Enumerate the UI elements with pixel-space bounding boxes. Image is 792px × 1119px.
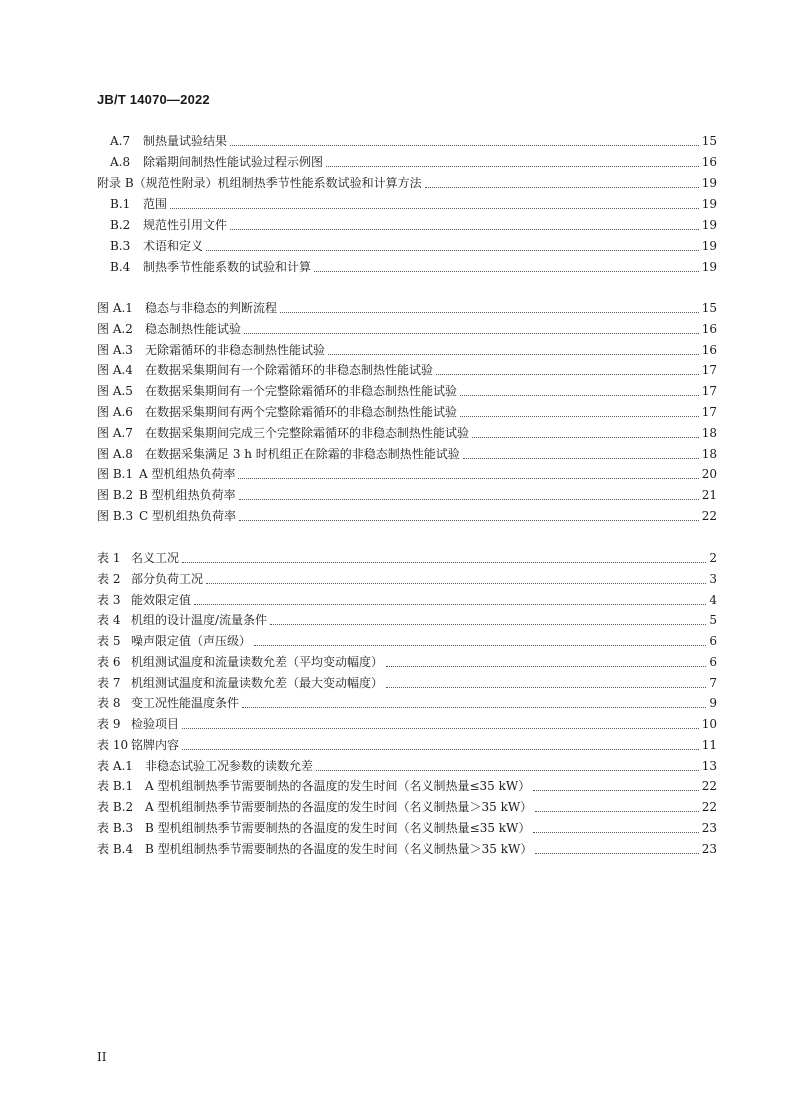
toc-entry-page: 19 <box>701 239 717 253</box>
toc-entry-title: 机组的设计温度/流量条件 <box>131 613 268 628</box>
toc-entry[interactable] <box>110 131 717 151</box>
toc-entry-title: A 型机组制热季节需要制热的各温度的发生时间（名义制热量≤35 kW） <box>145 779 531 794</box>
toc-entry-number: 表 B.4 <box>97 841 134 856</box>
dot-leader <box>170 207 699 209</box>
toc-entry[interactable] <box>97 340 717 360</box>
toc-entry-title: 在数据采集期间有一个除霜循环的非稳态制热性能试验 <box>145 363 434 378</box>
toc-entry-number: 表 B.1 <box>97 779 134 794</box>
toc-entry[interactable] <box>97 319 717 339</box>
toc-entry[interactable] <box>110 152 717 172</box>
toc-entry-number: 图 A.8 <box>97 446 133 461</box>
toc-entry[interactable] <box>110 194 717 214</box>
toc-entry-page: 23 <box>701 841 717 856</box>
toc-entry-title: 机组测试温度和流量读数允差（最大变动幅度） <box>131 675 384 690</box>
toc-entry[interactable] <box>97 693 717 713</box>
toc-entry-title: 检验项目 <box>131 717 180 731</box>
toc-entry-page: 16 <box>701 321 717 336</box>
toc-entry-number: 附录 B <box>97 176 134 190</box>
toc-entry-title: 部分负荷工况 <box>131 571 204 586</box>
toc-entry[interactable] <box>110 257 717 277</box>
toc-entry-title: 制热量试验结果 <box>143 134 228 148</box>
toc-entry-number: 图 B.2 <box>97 488 134 503</box>
toc-entry-title: 在数据采集满足 3 h 时机组正在除霜的非稳态制热性能试验 <box>145 446 460 461</box>
toc-entry[interactable] <box>97 631 717 651</box>
dot-leader <box>535 810 699 812</box>
toc-entry-page: 22 <box>701 779 717 794</box>
toc-entry[interactable] <box>97 381 717 401</box>
toc-entry-page: 18 <box>701 425 717 440</box>
toc-entry[interactable] <box>97 173 717 193</box>
dot-leader <box>316 769 699 771</box>
toc-entry-number: 图 B.3 <box>97 509 134 523</box>
toc-entry[interactable] <box>97 423 717 443</box>
toc-entry[interactable] <box>97 485 717 505</box>
toc-entry-number: A.8 <box>110 155 131 169</box>
dot-leader <box>425 186 699 188</box>
toc-entry-page: 9 <box>709 696 717 711</box>
toc-entry-title: 非稳态试验工况参数的读数允差 <box>145 758 314 773</box>
toc-entry-page: 17 <box>701 384 717 399</box>
dot-leader <box>328 353 699 355</box>
toc-entry-page: 13 <box>701 758 717 773</box>
toc-entry-number: B.4 <box>110 260 131 274</box>
toc-entry-title: 除霜期间制热性能试验过程示例图 <box>143 155 324 169</box>
toc-entry-page: 17 <box>701 405 717 419</box>
dot-leader <box>533 789 698 791</box>
toc-entry[interactable] <box>97 506 717 526</box>
dot-leader <box>244 332 699 334</box>
toc-entry-number: 表 4 <box>97 613 121 628</box>
toc-entry-page: 19 <box>701 197 717 211</box>
toc-entry-page: 15 <box>701 301 717 315</box>
dot-leader <box>242 706 706 708</box>
dot-leader <box>206 582 706 584</box>
toc-entry-page: 22 <box>701 800 717 814</box>
dot-leader <box>238 477 698 479</box>
toc-entry-title: 术语和定义 <box>143 239 204 253</box>
toc-entry-title: 名义工况 <box>131 551 180 565</box>
toc-entry-number: 表 10 <box>97 737 129 752</box>
toc-entry-number: 表 6 <box>97 654 121 669</box>
toc-entry[interactable] <box>97 464 717 484</box>
toc-entry-number: 图 A.6 <box>97 405 133 419</box>
dot-leader <box>386 665 706 667</box>
toc-entry-title: 在数据采集期间有两个完整除霜循环的非稳态制热性能试验 <box>145 405 458 419</box>
toc-entry-page: 6 <box>709 654 717 669</box>
toc-entry-page: 2 <box>709 551 717 565</box>
toc-entry-page: 5 <box>709 613 717 628</box>
toc-entry[interactable] <box>97 298 717 318</box>
toc-entry-page: 10 <box>701 717 717 731</box>
toc-entry-title: 范围 <box>143 197 168 211</box>
dot-leader <box>239 498 699 500</box>
toc-entry-number: 表 1 <box>97 551 121 565</box>
toc-entry-page: 4 <box>709 592 717 607</box>
toc-entry[interactable] <box>97 610 717 630</box>
toc-entry-number: 图 A.2 <box>97 321 133 336</box>
toc-entry-page: 19 <box>701 176 717 190</box>
dot-leader <box>326 165 699 167</box>
toc-entry-number: 表 3 <box>97 592 121 607</box>
toc-entry-title: 规范性引用文件 <box>143 218 228 232</box>
toc-entry[interactable] <box>97 652 717 672</box>
toc-entry-number: 图 A.1 <box>97 301 133 315</box>
toc-entry-page: 23 <box>701 820 717 835</box>
toc-entry-page: 16 <box>701 155 717 169</box>
toc-entry-page: 3 <box>709 571 717 586</box>
toc-entry-number: 图 A.4 <box>97 363 133 378</box>
toc-entry-title: 铭牌内容 <box>131 737 180 752</box>
dot-leader <box>533 831 698 833</box>
toc-entry[interactable] <box>97 735 717 755</box>
toc-entry[interactable] <box>97 590 717 610</box>
page-number: II <box>97 1050 107 1064</box>
dot-leader <box>239 519 699 521</box>
toc-entry-title: 能效限定值 <box>131 592 192 607</box>
dot-leader <box>460 415 699 417</box>
toc-entry-number: 表 B.2 <box>97 800 134 814</box>
toc-entry-title: 稳态制热性能试验 <box>145 321 242 336</box>
toc-entry-title: 变工况性能温度条件 <box>131 696 240 711</box>
toc-entry-page: 18 <box>701 446 717 461</box>
toc-entry-title: C 型机组热负荷率 <box>139 509 236 523</box>
toc-entry-page: 16 <box>701 342 717 357</box>
dot-leader <box>386 686 706 688</box>
toc-entry-page: 20 <box>701 467 717 482</box>
toc-entry-number: 表 B.3 <box>97 820 134 835</box>
toc-entry[interactable] <box>97 402 717 422</box>
toc-entry-title: A 型机组制热季节需要制热的各温度的发生时间（名义制热量＞35 kW） <box>145 800 533 814</box>
standard-code-header: JB/T 14070—2022 <box>97 92 210 107</box>
toc-entry[interactable] <box>110 236 717 256</box>
toc-entry-title: 制热季节性能系数的试验和计算 <box>143 260 312 274</box>
toc-entry-number: 表 A.1 <box>97 758 133 773</box>
toc-entry-title: 噪声限定值（声压级） <box>131 634 252 648</box>
toc-entry-title: （规范性附录）机组制热季节性能系数试验和计算方法 <box>133 176 422 190</box>
dot-leader <box>206 249 699 251</box>
toc-entry-page: 11 <box>701 737 717 752</box>
toc-entry-page: 17 <box>701 363 717 378</box>
dot-leader <box>535 852 698 854</box>
toc-entry-number: B.3 <box>110 239 131 253</box>
toc-entry-number: 图 A.7 <box>97 425 133 440</box>
toc-entry[interactable] <box>97 444 717 464</box>
toc-entry-title: 在数据采集期间有一个完整除霜循环的非稳态制热性能试验 <box>145 384 458 399</box>
toc-entry-title: B 型机组制热季节需要制热的各温度的发生时间（名义制热量＞35 kW） <box>145 841 533 856</box>
toc-entry[interactable] <box>97 797 717 817</box>
toc-entry-title: B 型机组制热季节需要制热的各温度的发生时间（名义制热量≤35 kW） <box>145 820 531 835</box>
toc-entry-page: 21 <box>701 488 717 503</box>
toc-entry-title: 无除霜循环的非稳态制热性能试验 <box>145 342 326 357</box>
dot-leader <box>314 270 699 272</box>
toc-entry[interactable] <box>110 215 717 235</box>
toc-entry-number: 图 B.1 <box>97 467 134 482</box>
toc-entry-page: 19 <box>701 260 717 274</box>
toc-entry[interactable] <box>97 360 717 380</box>
dot-leader <box>463 457 699 459</box>
dot-leader <box>194 603 706 605</box>
toc-entry-number: 图 A.3 <box>97 342 133 357</box>
dot-leader <box>460 394 699 396</box>
toc-entry-page: 15 <box>701 134 717 148</box>
toc-entry-number: 表 8 <box>97 696 121 711</box>
toc-entry-number: 表 5 <box>97 634 121 648</box>
toc-entry[interactable] <box>97 756 717 776</box>
dot-leader <box>472 436 699 438</box>
toc-entry-number: 图 A.5 <box>97 384 133 399</box>
toc-entry-number: 表 2 <box>97 571 121 586</box>
toc-entry-title: 稳态与非稳态的判断流程 <box>145 301 278 315</box>
toc-entry-title: 机组测试温度和流量读数允差（平均变动幅度） <box>131 654 384 669</box>
toc-entry-title: 在数据采集期间完成三个完整除霜循环的非稳态制热性能试验 <box>145 425 470 440</box>
toc-entry-title: B 型机组热负荷率 <box>139 488 236 503</box>
dot-leader <box>182 561 706 563</box>
toc-entry-page: 19 <box>701 218 717 232</box>
dot-leader <box>230 144 699 146</box>
dot-leader <box>254 644 706 646</box>
toc-entry-page: 22 <box>701 509 717 523</box>
toc-entry-number: B.2 <box>110 218 131 232</box>
toc-entry-page: 6 <box>709 634 717 648</box>
toc-entry-number: A.7 <box>110 134 131 148</box>
toc-entry[interactable] <box>97 548 717 568</box>
toc-entry[interactable] <box>97 714 717 734</box>
toc-entry[interactable] <box>97 569 717 589</box>
dot-leader <box>230 228 699 230</box>
toc-entry-title: A 型机组热负荷率 <box>139 467 236 482</box>
toc-entry-number: 表 7 <box>97 675 121 690</box>
dot-leader <box>436 373 699 375</box>
toc-entry-page: 7 <box>709 675 717 690</box>
dot-leader <box>280 311 699 313</box>
toc-entry[interactable] <box>97 776 717 796</box>
dot-leader <box>182 727 699 729</box>
dot-leader <box>270 623 706 625</box>
toc-entry[interactable] <box>97 839 717 859</box>
dot-leader <box>182 748 699 750</box>
toc-entry-number: 表 9 <box>97 717 121 731</box>
toc-entry-number: B.1 <box>110 197 131 211</box>
toc-entry[interactable] <box>97 818 717 838</box>
toc-entry[interactable] <box>97 673 717 693</box>
